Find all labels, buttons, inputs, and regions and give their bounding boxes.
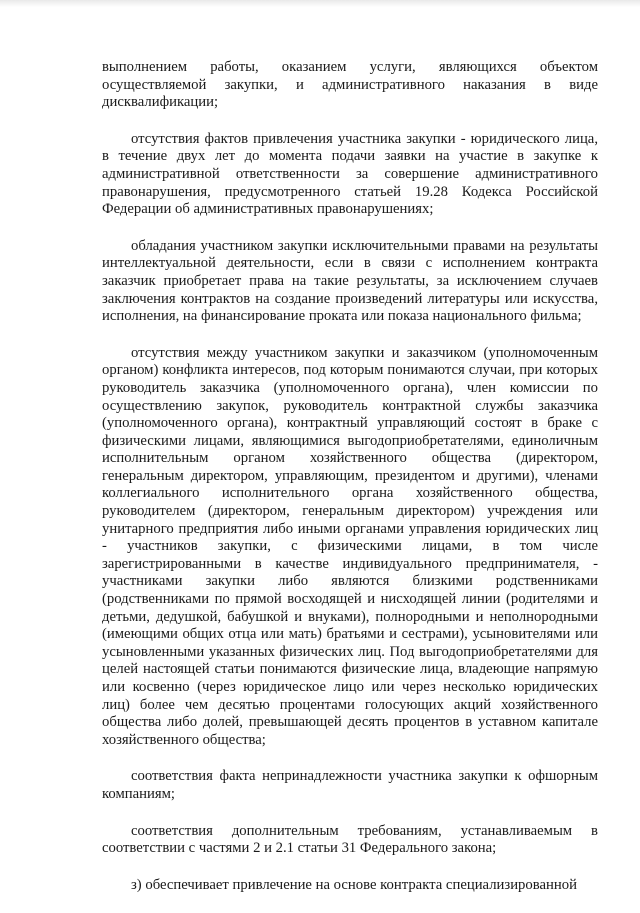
paragraph-disqualification-continuation: выполнением работы, оказанием услуги, являющихся объектом осуществляемой закупки, и административного наказания в виде дисквалификации; [102,59,598,111]
scan-top-edge [0,0,640,7]
paragraph-administrative-liability: отсутствия фактов привлечения участника закупки - юридического лица, в течение двух лет до момента подачи заявки на участие в закупке к административной ответственности за совершение административного правонарушения, предусмотренного статьей 19.28 Кодекса Российской Федерации об административных правонарушениях; [102,130,598,218]
paragraph-conflict-of-interest: отсутствия между участником закупки и заказчиком (уполномоченным органом) конфликта интересов, под которым понимаются случаи, при которых руководитель заказчика (уполномоченного органа), член комиссии по осуществлению закупок, руководитель контрактной службы заказчика (уполномоченного органа), контрактный управляющий состоят в браке с физическими лицами, являющимися выгодоприобретателями, единоличным исполнительным органом хозяйственного общества (директором, генеральным директором, управляющим, президентом и другими), членами коллегиального исполнительного органа хозяйственного общества, руководителем (директором, генеральным директором) учреждения или унитарного предприятия либо иными органами управления юридических лиц - участников закупки, с физическими лицами, в том числе зарегистрированными в качестве индивидуального предпринимателя, - участниками закупки либо являются близкими родственниками (родственниками по прямой восходящей и нисходящей линии (родителями и детьми, дедушкой, бабушкой и внуками), полнородными и неполнородными (имеющими общих отца или мать) братьями и сестрами), усыновителями или усыновленными указанных физических лиц. Под выгодоприобретателями для целей настоящей статьи понимаются физические лица, владеющие напрямую или косвенно (через юридическое лицо или через несколько юридических лиц) более чем десятью процентами голосующих акций хозяйственного общества либо долей, превышающей десять процентов в уставном капитале хозяйственного общества; [102,344,598,748]
paragraph-item-z: з) обеспечивает привлечение на основе контракта специализированной [131,876,577,893]
paragraph-offshore-companies: соответствия факта непринадлежности участника закупки к офшорным компаниям; [102,768,598,802]
paragraph-intellectual-property: обладания участником закупки исключительными правами на результаты интеллектуальной деятельности, если в связи с исполнением контракта заказчик приобретает права на такие результаты, за исключением случаев заключения контрактов на создание произведений литературы или искусства, исполнения, на финансирование проката или показа национального фильма; [102,237,598,325]
document-body [102,59,598,913]
paragraph-additional-requirements: соответствия дополнительным требованиям, устанавливаемым в соответствии с частями 2 и 2.1 статьи 31 Федерального закона; [102,822,598,857]
